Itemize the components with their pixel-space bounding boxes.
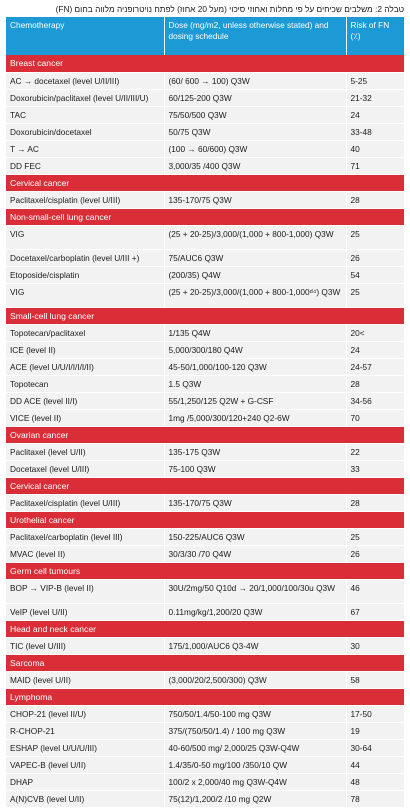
chemotherapy-cell: Paclitaxel/cisplatin (level U/III) — [6, 494, 164, 511]
chemotherapy-cell: VIG — [6, 225, 164, 249]
dose-cell: 150-225/AUC6 Q3W — [164, 528, 346, 545]
dose-cell: 30U/2mg/50 Q10d → 20/1,000/100/30u Q3W — [164, 579, 346, 603]
chemotherapy-cell: ESHAP (level U/U/U/III) — [6, 739, 164, 756]
table-row — [6, 283, 404, 307]
chemotherapy-cell: ICE (level II) — [6, 341, 164, 358]
chemotherapy-cell: VAPEC-B (level U/II) — [6, 756, 164, 773]
dose-cell: 175/1,000/AUC6 Q3-4W — [164, 637, 346, 654]
table-row — [6, 409, 404, 426]
chemotherapy-cell: CHOP-21 (level II/U) — [6, 705, 164, 722]
chemotherapy-cell: Doxorubicin/paclitaxel (level U/II/III/U) — [6, 89, 164, 106]
table-row — [6, 705, 404, 722]
risk-cell: 22 — [346, 443, 404, 460]
table-row — [6, 460, 404, 477]
section-title: Urothelial cancer — [6, 511, 404, 528]
chemotherapy-cell: MAID (level U/II) — [6, 671, 164, 688]
dose-cell: 60/125-200 Q3W — [164, 89, 346, 106]
dose-cell: 40-60/500 mg/ 2,000/25 Q3W-Q4W — [164, 739, 346, 756]
risk-cell: 30-64 — [346, 739, 404, 756]
chemotherapy-cell: Paclitaxel/carboplatin (level III) — [6, 528, 164, 545]
chemotherapy-cell: BOP → VIP-B (level II) — [6, 579, 164, 603]
table-row — [6, 392, 404, 409]
chemotherapy-cell: ACE (level U/U/I/I/I/I/II) — [6, 358, 164, 375]
risk-cell: 5-25 — [346, 72, 404, 89]
chemotherapy-cell: Docetaxel (level U/III) — [6, 460, 164, 477]
table-row — [6, 191, 404, 208]
dose-cell: (3,000/20/2,500/300) Q3W — [164, 671, 346, 688]
chemotherapy-cell: DHAP — [6, 773, 164, 790]
table-row — [6, 603, 404, 620]
section-header-row — [6, 208, 404, 225]
chemotherapy-cell: Topotecan — [6, 375, 164, 392]
dose-cell: 75(12)/1,200/2 /10 mg Q2W — [164, 790, 346, 807]
chemotherapy-cell: Paclitaxel (level U/II) — [6, 443, 164, 460]
header-row — [6, 17, 404, 55]
risk-cell: 33-48 — [346, 123, 404, 140]
risk-cell: 71 — [346, 157, 404, 174]
section-header-row — [6, 562, 404, 579]
table-row — [6, 528, 404, 545]
chemotherapy-cell: R-CHOP-21 — [6, 722, 164, 739]
section-header-row — [6, 620, 404, 637]
table-row — [6, 266, 404, 283]
table-row — [6, 739, 404, 756]
chemotherapy-cell: MVAC (level II) — [6, 545, 164, 562]
dose-cell: 135-175 Q3W — [164, 443, 346, 460]
section-header-row — [6, 426, 404, 443]
chemotherapy-cell: VICE (level II) — [6, 409, 164, 426]
dose-cell: 100/2 x 2,000/40 mg Q3W-Q4W — [164, 773, 346, 790]
dose-cell: 1mg /5,000/300/120+240 Q2-6W — [164, 409, 346, 426]
dose-cell: 5,000/300/180 Q4W — [164, 341, 346, 358]
risk-cell: 28 — [346, 494, 404, 511]
risk-cell: 26 — [346, 545, 404, 562]
dose-cell: 45-50/1,000/100-120 Q3W — [164, 358, 346, 375]
chemotherapy-fn-risk-table — [6, 17, 404, 808]
header-risk: Risk of FN (٪) — [346, 17, 404, 55]
table-row — [6, 358, 404, 375]
table-row — [6, 579, 404, 603]
dose-cell: 750/50/1.4/50-100 mg Q3W — [164, 705, 346, 722]
dose-cell: 30/3/30 /70 Q4W — [164, 545, 346, 562]
chemotherapy-cell: AC → docetaxel (level U/II/III) — [6, 72, 164, 89]
risk-cell: 33 — [346, 460, 404, 477]
section-header-row — [6, 511, 404, 528]
section-header-row — [6, 477, 404, 494]
dose-cell: 55/1,250/125 Q2W + G-CSF — [164, 392, 346, 409]
risk-cell: 54 — [346, 266, 404, 283]
chemotherapy-cell: Topotecan/paclitaxel — [6, 324, 164, 341]
risk-cell: 20< — [346, 324, 404, 341]
header-dose: Dose (mg/m2, unless otherwise stated) and dosing schedule — [164, 17, 346, 55]
table-caption: טבלה 2: משלבים שכיחים על פי מחלות ואחוזי סיכוי (מעל 20 אחוז) לפתח נויטרופניה מלווה בחום (FN) — [55, 4, 404, 14]
dose-cell: 75/50/500 Q3W — [164, 106, 346, 123]
risk-cell: 70 — [346, 409, 404, 426]
risk-cell: 24-57 — [346, 358, 404, 375]
chemotherapy-cell: VIG — [6, 283, 164, 307]
table-row — [6, 375, 404, 392]
table-row — [6, 123, 404, 140]
section-title: Lymphoma — [6, 688, 404, 705]
chemotherapy-cell: TIC (level U/III) — [6, 637, 164, 654]
risk-cell: 24 — [346, 341, 404, 358]
section-title: Head and neck cancer — [6, 620, 404, 637]
table-row — [6, 671, 404, 688]
section-header-row — [6, 174, 404, 191]
section-title: Non-small-cell lung cancer — [6, 208, 404, 225]
risk-cell: 40 — [346, 140, 404, 157]
chemotherapy-cell: T → AC — [6, 140, 164, 157]
dose-cell: (25 + 20-25)/3,000/(1,000 + 800-1,000ᵈ⁴) Q3W — [164, 283, 346, 307]
dose-cell: 75/AUC6 Q3W — [164, 249, 346, 266]
table-row — [6, 249, 404, 266]
table-row — [6, 157, 404, 174]
risk-cell: 21-32 — [346, 89, 404, 106]
dose-cell: 1.5 Q3W — [164, 375, 346, 392]
header-chemotherapy: Chemotherapy — [6, 17, 164, 55]
table-row — [6, 790, 404, 807]
chemotherapy-cell: DD FEC — [6, 157, 164, 174]
table-row — [6, 637, 404, 654]
dose-cell: 3,000/35 /400 Q3W — [164, 157, 346, 174]
risk-cell: 67 — [346, 603, 404, 620]
risk-cell: 25 — [346, 283, 404, 307]
section-header-row — [6, 307, 404, 324]
section-title: Cervical cancer — [6, 174, 404, 191]
chemotherapy-cell: DD ACE (level II/I) — [6, 392, 164, 409]
dose-cell: 1.4/35/0-50 mg/100 /350/10 QW — [164, 756, 346, 773]
section-title: Germ cell tumours — [6, 562, 404, 579]
risk-cell: 19 — [346, 722, 404, 739]
section-title: Sarcoma — [6, 654, 404, 671]
risk-cell: 48 — [346, 773, 404, 790]
chemotherapy-cell: TAC — [6, 106, 164, 123]
risk-cell: 25 — [346, 225, 404, 249]
section-header-row — [6, 55, 404, 72]
risk-cell: 26 — [346, 249, 404, 266]
table-row — [6, 106, 404, 123]
table-row — [6, 324, 404, 341]
risk-cell: 44 — [346, 756, 404, 773]
chemotherapy-cell: VeIP (level U/II) — [6, 603, 164, 620]
risk-cell: 58 — [346, 671, 404, 688]
table-row — [6, 89, 404, 106]
dose-cell: (100 → 60/600) Q3W — [164, 140, 346, 157]
chemotherapy-cell: Paclitaxel/cisplatin (level U/III) — [6, 191, 164, 208]
table-row — [6, 341, 404, 358]
table-row — [6, 225, 404, 249]
table-row — [6, 545, 404, 562]
risk-cell: 34-56 — [346, 392, 404, 409]
section-title: Cervical cancer — [6, 477, 404, 494]
chemotherapy-cell: Doxorubicin/docetaxel — [6, 123, 164, 140]
section-title: Ovarian cancer — [6, 426, 404, 443]
risk-cell: 30 — [346, 637, 404, 654]
section-title: Breast cancer — [6, 55, 404, 72]
table-header — [6, 17, 404, 55]
chemotherapy-cell: Etoposide/cisplatin — [6, 266, 164, 283]
chemotherapy-cell: A(N)CVB (level U/II) — [6, 790, 164, 807]
dose-cell: (200/35) Q4W — [164, 266, 346, 283]
table-row — [6, 722, 404, 739]
risk-cell: 28 — [346, 191, 404, 208]
risk-cell: 17-50 — [346, 705, 404, 722]
dose-cell: 50/75 Q3W — [164, 123, 346, 140]
table-row — [6, 443, 404, 460]
table-row — [6, 494, 404, 511]
table-body — [6, 55, 404, 807]
dose-cell: 375/(750/50/1.4) / 100 mg Q3W — [164, 722, 346, 739]
table-row — [6, 773, 404, 790]
dose-cell: 0.11mg/kg/1,200/20 Q3W — [164, 603, 346, 620]
risk-cell: 28 — [346, 375, 404, 392]
table-row — [6, 72, 404, 89]
section-header-row — [6, 654, 404, 671]
chemotherapy-cell: Docetaxel/carboplatin (level U/III +) — [6, 249, 164, 266]
risk-cell: 25 — [346, 528, 404, 545]
table-row — [6, 756, 404, 773]
dose-cell: 75-100 Q3W — [164, 460, 346, 477]
dose-cell: 135-170/75 Q3W — [164, 494, 346, 511]
dose-cell: (60/ 600 → 100) Q3W — [164, 72, 346, 89]
dose-cell: (25 + 20-25)/3,000/(1,000 + 800-1,000) Q3W — [164, 225, 346, 249]
risk-cell: 46 — [346, 579, 404, 603]
dose-cell: 135-170/75 Q3W — [164, 191, 346, 208]
risk-cell: 24 — [346, 106, 404, 123]
dose-cell: 1/135 Q4W — [164, 324, 346, 341]
section-header-row — [6, 688, 404, 705]
risk-cell: 78 — [346, 790, 404, 807]
section-title: Small-cell lung cancer — [6, 307, 404, 324]
table-row — [6, 140, 404, 157]
